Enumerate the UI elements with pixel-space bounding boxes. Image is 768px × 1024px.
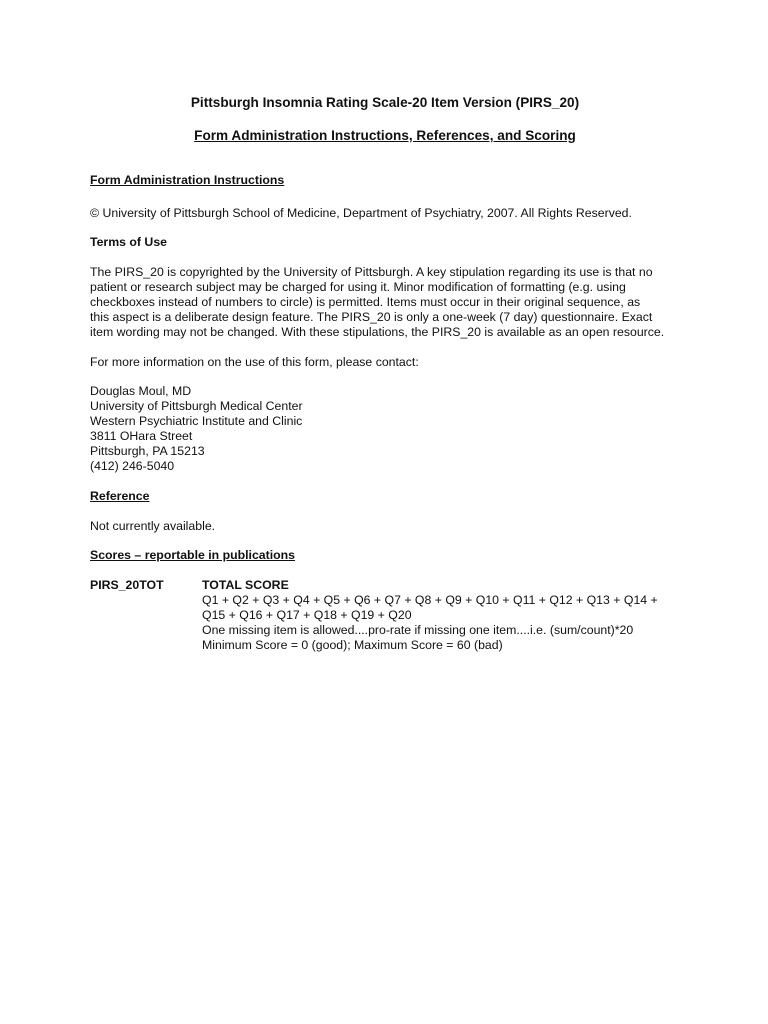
contact-phone: (412) 246-5040 (90, 459, 175, 473)
score-missing-rule: One missing item is allowed....pro-rate if missing one item....i.e. (sum/count)*20 (202, 623, 634, 637)
contact-city: Pittsburgh, PA 15213 (90, 444, 205, 458)
scores-heading: Scores – reportable in publications (90, 548, 296, 562)
reference-text: Not currently available. (90, 519, 216, 533)
terms-of-use-paragraph (90, 265, 680, 340)
terms-line: checkboxes instead of numbers to circle) is permitted. Items must occur in their original sequence, as (90, 295, 641, 309)
score-range: Minimum Score = 0 (good); Maximum Score = 60 (bad) (202, 638, 503, 652)
terms-of-use-heading: Terms of Use (90, 235, 167, 249)
score-description (202, 578, 680, 653)
terms-line: The PIRS_20 is copyrighted by the University of Pittsburgh. A key stipulation regarding its use is that no (90, 265, 653, 279)
score-formula-line: Q1 + Q2 + Q3 + Q4 + Q5 + Q6 + Q7 + Q8 + Q9 + Q10 + Q11 + Q12 + Q13 + Q14 + (202, 593, 658, 607)
score-variable-name: PIRS_20TOT (90, 578, 164, 592)
document-subtitle: Form Administration Instructions, References, and Scoring (194, 128, 576, 143)
copyright-notice: © University of Pittsburgh School of Medicine, Department of Psychiatry, 2007. All Rights Reserved. (90, 206, 632, 220)
admin-instructions-heading: Form Administration Instructions (90, 173, 285, 187)
contact-name: Douglas Moul, MD (90, 384, 192, 398)
contact-organization: University of Pittsburgh Medical Center (90, 399, 303, 413)
score-formula-line: Q15 + Q16 + Q17 + Q18 + Q19 + Q20 (202, 608, 412, 622)
document-title: Pittsburgh Insomnia Rating Scale-20 Item Version (PIRS_20) (190, 95, 580, 110)
reference-heading: Reference (90, 489, 150, 503)
document-page (90, 94, 680, 653)
score-label: TOTAL SCORE (202, 578, 289, 592)
contact-institute: Western Psychiatric Institute and Clinic (90, 414, 303, 428)
contact-street: 3811 OHara Street (90, 429, 193, 443)
score-definition (90, 578, 680, 653)
contact-address (90, 384, 680, 474)
terms-line: patient or research subject may be charged for using it. Minor modification of formatting (e.g. using (90, 280, 626, 294)
contact-intro: For more information on the use of this form, please contact: (90, 355, 419, 369)
terms-line: this aspect is a deliberate design feature. The PIRS_20 is only a one-week (7 day) questionnaire. Exact (90, 310, 653, 324)
terms-line: item wording may not be changed. With these stipulations, the PIRS_20 is available as an open resource. (90, 325, 665, 339)
